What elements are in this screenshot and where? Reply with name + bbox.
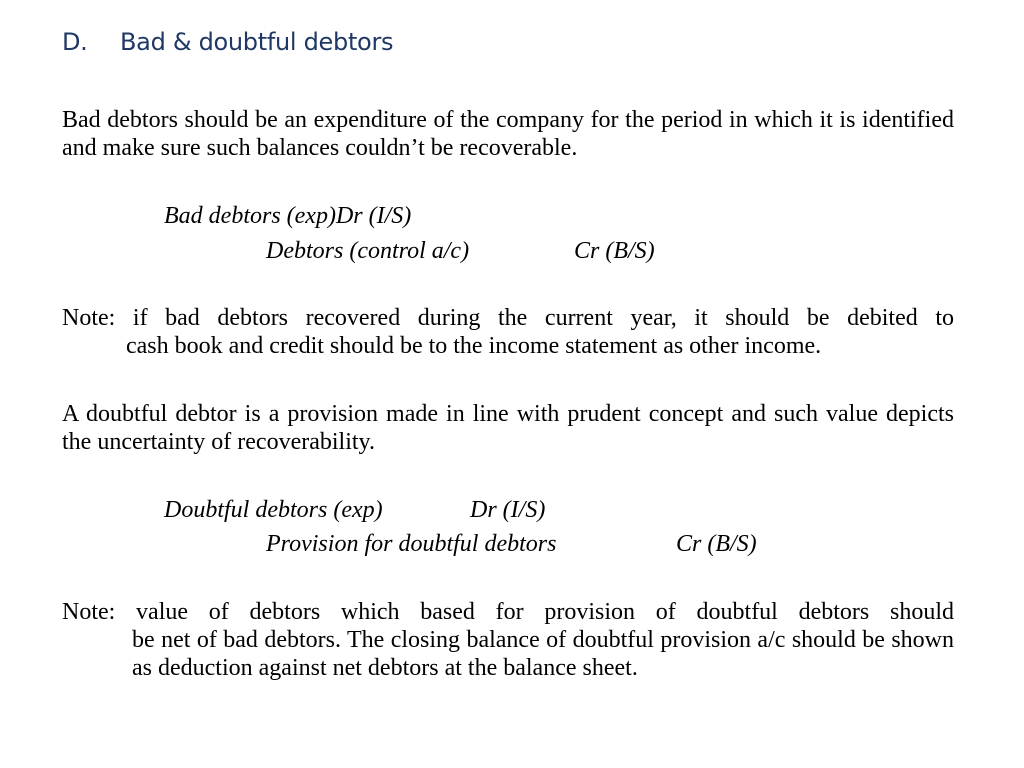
- title-text: Bad & doubtful debtors: [120, 28, 394, 56]
- journal-entry-2-credit: [266, 530, 757, 558]
- journal-1-debit-account: Bad debtors (exp): [164, 203, 336, 229]
- journal-2-credit-account: Provision for doubtful debtors: [266, 531, 557, 557]
- note-2-continuation: be net of bad debtors. The closing balance of doubtful provision a/c should be shown as deduction against net debtors at the balance sheet.: [132, 627, 954, 681]
- journal-1-credit-side: Cr (B/S): [574, 238, 655, 264]
- journal-2-debit-side: Dr (I/S): [470, 497, 546, 523]
- title-number: D.: [62, 28, 88, 56]
- note-2: [62, 598, 954, 682]
- note-1: [62, 304, 954, 360]
- note-1-continuation: cash book and credit should be to the income statement as other income.: [126, 333, 822, 359]
- journal-1-credit-account: Debtors (control a/c): [266, 238, 470, 264]
- note-2-first-line: Note: value of debtors which based for provision of doubtful debtors should: [62, 599, 954, 625]
- note-1-first-line: Note: if bad debtors recovered during the current year, it should be debited to: [62, 305, 954, 331]
- bad-debtors-paragraph: Bad debtors should be an expenditure of the company for the period in which it is identified and make sure such balances couldn’t be recoverable.: [62, 107, 954, 161]
- journal-entry-2-debit: [164, 496, 545, 524]
- journal-1-debit-side: Dr (I/S): [335, 203, 412, 229]
- journal-entry-1-credit: [266, 237, 655, 265]
- journal-2-debit-account: Doubtful debtors (exp): [164, 497, 383, 523]
- slide-title: [62, 28, 393, 56]
- journal-2-credit-side: Cr (B/S): [676, 531, 757, 557]
- doubtful-debtors-paragraph: A doubtful debtor is a provision made in line with prudent concept and such value depicts the uncertainty of recoverability.: [62, 401, 954, 455]
- journal-entry-1-debit: [164, 202, 411, 230]
